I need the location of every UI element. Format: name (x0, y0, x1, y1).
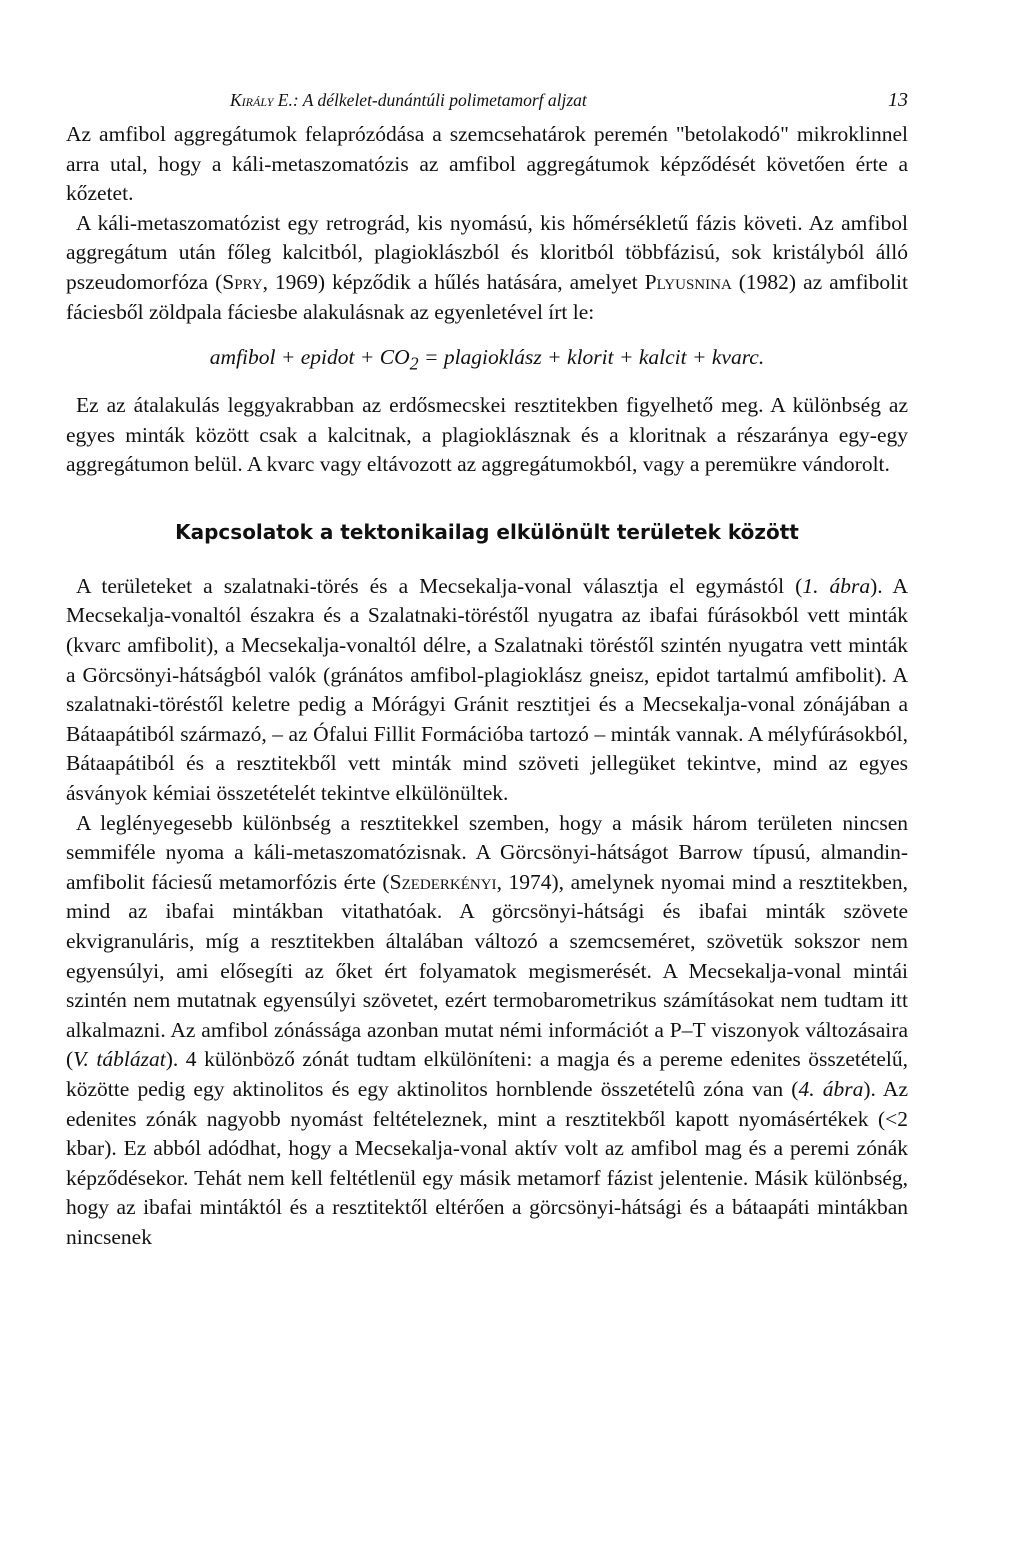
text-run: ). A Mecsekalja-vonaltól északra és a Szalatnaki-töréstől nyugatra az ibafai fúrásokból vett minták (kvarc amfibolit), a Mecsekalja-vonaltól délre, a Szalatnaki töréstől szintén nyugatra vett minták a Görcsönyi-hátságból valók (gránátos amfibol-plagioklász gneisz, epidot tartalmú amfibolit). A szalatnaki-töréstől keletre pedig a Mórágyi Gránit resztitjei és a Mecsekalja-vonal zónájában a Bátaapátiból származó, – az Ófalui Fillit Formációba tartozó – minták vannak. A mélyfúrásokból, Bátaapátiból és a resztitekből vett minták mind szöveti jellegüket tekintve, mind az egyes ásványok kémiai összetételét tekintve elkülönültek. (66, 573, 909, 805)
text-run: , 1974), amelynek nyomai mind a resztitekben, mind az ibafai mintákban vitathatóak. A görcsönyi-hátsági és ibafai minták szövete ekvigranuláris, míg a resztitekben általában változó a szemcseméret, szövetük sokszor nem egyensúlyi, ami elősegíti az őket ért folyamatok megismerését. A Mecsekalja-vonal mintái szintén nem mutatnak egyensúlyi szövetet, ezért termobarometrikus számításokat nem tudtam itt alkalmazni. Az amfibol zónássága azonban mutat némi információt a P–T viszonyok változásaira ( (66, 869, 908, 1072)
figure-reference: 4. ábra (798, 1076, 864, 1101)
reaction-equation (66, 343, 908, 379)
running-title-text: A délkelet-dunántúli polimetamorf aljzat (298, 90, 587, 110)
text-run: A területeket a szalatnaki-törés és a Mecsekalja-vonal választja el egymástól ( (76, 573, 803, 598)
text-run: ). Az edenites zónák nagyobb nyomást feltételeznek, mint a resztitekből kapott nyomásértékek (<2 kbar). Ez abból adódhat, hogy a Mecsekalja-vonal aktív volt az amfibol mag és a peremi zónák képződésekor. Tehát nem kell feltétlenül egy másik metamorf fázist jelentenie. Másik különbség, hogy az ibafai mintáktól és a resztitektől eltérően a görcsönyi-hátsági és a bátaapáti mintákban nincsenek (66, 1076, 908, 1249)
text-run: A káli-metaszomatózist egy retrográd, kis nyomású, kis hőmérsékletű fázis követi. Az amfibol aggregátum után főleg kalcitból, plagioklászból és kloritból többfázisú, sok kristályból álló pszeudomorfóza ( (66, 210, 908, 294)
text-run: A leglényegesebb különbség a resztitekkel szemben, hogy a másik három területen nincsen semmiféle nyoma a káli-metaszomatózisnak. A Görcsönyi-hátságot Barrow típusú, almandin-amfibolit fáciesű metamorfózis érte ( (66, 810, 908, 894)
paragraph: Ez az átalakulás leggyakrabban az erdősmecskei resztitekben figyelhető meg. A különbség az egyes minták között csak a kalcitnak, a plagioklásznak és a kloritnak a részaránya egy-egy aggregátumon belül. A kvarc vagy eltávozott az aggregátumokból, vagy a peremükre vándorolt. (66, 393, 908, 477)
equation-subscript: 2 (409, 353, 419, 374)
citation-author: Plyusnina (644, 269, 732, 294)
table-reference: V. táblázat (73, 1047, 166, 1072)
equation-right: = plagioklász + klorit + kalcit + kvarc. (418, 345, 765, 370)
figure-reference: 1. ábra (802, 573, 871, 598)
text-run: (1982) az amfibolit fáciesből zöldpala fáciesbe alakulásnak az egyenletével írt le: (66, 269, 908, 324)
paragraph: Az amfibol aggregátumok felaprózódása a szemcsehatárok peremén "betolakodó" mikroklinnel arra utal, hogy a káli-metaszomatózis az amfibol aggregátumok képződését követően érte a kőzetet. (66, 122, 908, 206)
paragraph (66, 209, 908, 327)
citation-author: Szederkényi (389, 869, 497, 894)
page-number: 13 (888, 89, 908, 111)
page (66, 86, 908, 1252)
text-run: , 1969) képződik a hűlés hatására, amelyet (262, 269, 645, 294)
section-heading: Kapcsolatok a tektonikailag elkülönült területek között (175, 519, 799, 544)
equation-left: amfibol + epidot + CO (209, 345, 410, 370)
running-header (66, 86, 908, 116)
citation-author: Spry (222, 269, 263, 294)
text-run: ). 4 különböző zónát tudtam elkülöníteni: a magja és a pereme edenites összetételű, közötte pedig egy aktinolitos és egy aktinolitos hornblende összetételû zóna van ( (66, 1047, 908, 1101)
running-title (230, 86, 587, 116)
running-author: Király E.: (230, 90, 299, 110)
paragraph (66, 809, 908, 1253)
paragraph (66, 572, 908, 809)
